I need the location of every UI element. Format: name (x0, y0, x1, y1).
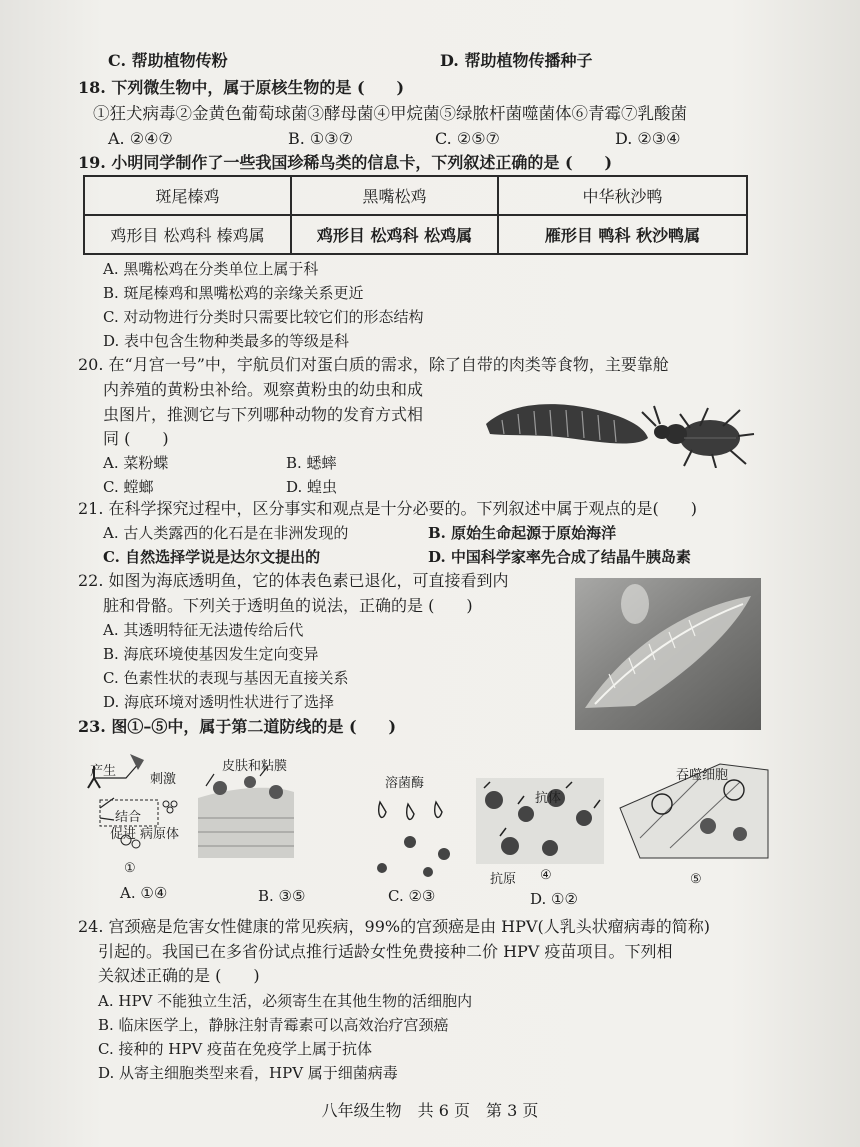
q22-option-b: B. 海底环境使基因发生定向变异 (103, 645, 319, 663)
q19-option-c: C. 对动物进行分类时只需要比较它们的形态结构 (103, 308, 424, 326)
q20-line-2: 内养殖的黄粉虫补给。观察黄粉虫的幼虫和成 (103, 380, 424, 399)
adult-beetle-image (642, 406, 754, 468)
q23-option-a: A. ①④ (120, 884, 168, 902)
table-header-cell: 斑尾榛鸡 (84, 176, 291, 215)
panel-2-skin-diagram (198, 766, 294, 858)
q18-option-c: C. ②⑤⑦ (435, 129, 500, 148)
q18-option-b: B. ①③⑦ (288, 129, 353, 148)
immune-defense-figure (80, 748, 770, 888)
label-produce: 产生 (90, 764, 117, 779)
label-stimulate: 刺激 (150, 772, 177, 787)
q20-option-b: B. 蟋蟀 (286, 454, 337, 472)
q17-option-c: C. 帮助植物传粉 (108, 51, 228, 70)
label-panel-5: ⑤ (690, 872, 702, 887)
q18-items: ①狂犬病毒②金黄色葡萄球菌③酵母菌④甲烷菌⑤绿脓杆菌噬菌体⑥青霉⑦乳酸菌 (93, 104, 687, 123)
q24-option-d: D. 从寄主细胞类型来看，HPV 属于细菌病毒 (98, 1064, 398, 1082)
q24-option-b: B. 临床医学上，静脉注射青霉素可以高效治疗宫颈癌 (98, 1016, 449, 1034)
label-panel-4: ④ (540, 868, 552, 883)
q24-option-c: C. 接种的 HPV 疫苗在免疫学上属于抗体 (98, 1040, 373, 1058)
mealworm-figure (478, 390, 768, 468)
q24-option-a: A. HPV 不能独立生活，必须寄生在其他生物的活细胞内 (98, 992, 473, 1010)
q23-stem: 23. 图①–⑤中，属于第二道防线的是 ( ) (78, 717, 397, 736)
table-row (84, 215, 747, 254)
q24-line-2: 引起的。我国已在多省份试点推行适龄女性免费接种二价 HPV 疫苗项目。下列相 (98, 942, 673, 961)
q22-line-2: 脏和骨骼。下列关于透明鱼的说法，正确的是 ( ) (103, 596, 473, 615)
table-header-row (84, 176, 747, 215)
q24-line-3: 关叙述正确的是 ( ) (98, 966, 260, 985)
table-cell: 鸡形目 松鸡科 松鸡属 (291, 215, 498, 254)
label-phagocyte: 吞噬细胞 (676, 768, 729, 783)
q21-option-b: B. 原始生命起源于原始海洋 (428, 524, 617, 542)
label-promote: 促进 (110, 827, 137, 842)
label-panel-1: ① (124, 861, 136, 876)
q23-option-b: B. ③⑤ (258, 887, 306, 905)
q23-option-d: D. ①② (530, 890, 578, 908)
table-header-cell: 黑嘴松鸡 (291, 176, 498, 215)
q24-line-1: 24. 宫颈癌是危害女性健康的常见疾病，99%的宫颈癌是由 HPV(人乳头状瘤病毒的简称) (78, 917, 710, 936)
q23-option-c: C. ②③ (388, 887, 436, 905)
larva-image (486, 404, 648, 443)
q19-option-b: B. 斑尾榛鸡和黑嘴松鸡的亲缘关系更近 (103, 284, 364, 302)
q21-option-c: C. 自然选择学说是达尔文提出的 (103, 548, 321, 566)
q19-stem: 19. 小明同学制作了一些我国珍稀鸟类的信息卡，下列叙述正确的是 ( ) (78, 153, 613, 172)
q22-option-c: C. 色素性状的表现与基因无直接关系 (103, 669, 349, 687)
q19-option-d: D. 表中包含生物种类最多的等级是科 (103, 332, 350, 350)
table-header-cell: 中华秋沙鸭 (498, 176, 747, 215)
label-lysozyme: 溶菌酶 (385, 776, 425, 791)
label-antigen: 抗原 (490, 872, 517, 887)
q18-option-a: A. ②④⑦ (108, 129, 173, 148)
bird-info-table (83, 175, 748, 255)
q21-option-d: D. 中国科学家率先合成了结晶牛胰岛素 (428, 548, 691, 566)
label-pathogen: 病原体 (140, 827, 180, 842)
q22-option-a: A. 其透明特征无法遗传给后代 (103, 621, 304, 639)
page-footer: 八年级生物 共 6 页 第 3 页 (321, 1101, 539, 1120)
label-antibody: 抗体 (535, 791, 562, 806)
q17-option-d: D. 帮助植物传播种子 (440, 51, 593, 70)
q21-option-a: A. 古人类露西的化石是在非洲发现的 (103, 524, 349, 542)
q20-line-1: 20. 在“月宫一号”中，宇航员们对蛋白质的需求，除了自带的肉类等食物，主要靠舱 (78, 355, 669, 374)
q18-stem: 18. 下列微生物中，属于原核生物的是 ( ) (78, 78, 405, 97)
q20-option-c: C. 螳螂 (103, 478, 154, 496)
q20-option-d: D. 蝗虫 (286, 478, 338, 496)
q22-line-1: 22. 如图为海底透明鱼，它的体表色素已退化，可直接看到内 (78, 571, 509, 590)
q20-line-4: 同 ( ) (103, 429, 169, 448)
table-cell: 雁形目 鸭科 秋沙鸭属 (498, 215, 747, 254)
q21-stem: 21. 在科学探究过程中，区分事实和观点是十分必要的。下列叙述中属于观点的是( ) (78, 499, 698, 518)
label-bind: 结合 (115, 810, 142, 825)
q18-option-d: D. ②③④ (615, 129, 681, 148)
transparent-fish-photo (575, 578, 761, 730)
q20-option-a: A. 菜粉蝶 (103, 454, 169, 472)
table-cell: 鸡形目 松鸡科 榛鸡属 (84, 215, 291, 254)
label-skin: 皮肤和粘膜 (222, 759, 288, 774)
panel-3-lysozyme-diagram (377, 802, 450, 877)
q20-line-3: 虫图片，推测它与下列哪种动物的发育方式相 (103, 405, 424, 424)
q19-option-a: A. 黑嘴松鸡在分类单位上属于科 (103, 260, 319, 278)
q22-option-d: D. 海底环境对透明性状进行了选择 (103, 693, 335, 711)
